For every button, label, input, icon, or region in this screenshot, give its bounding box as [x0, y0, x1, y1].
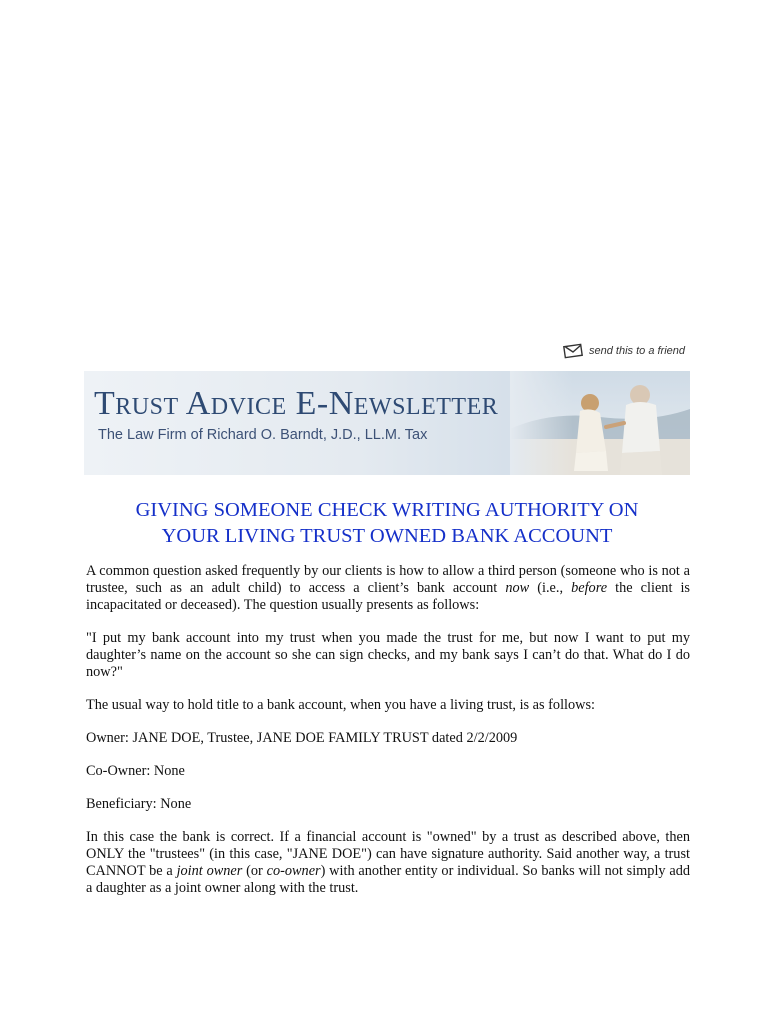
headline-line-1: GIVING SOMEONE CHECK WRITING AUTHORITY ON [135, 499, 639, 521]
paragraph-usual-title: The usual way to hold title to a bank account, when you have a living trust, is as follows: [86, 697, 596, 713]
article-headline [84, 497, 690, 549]
send-to-friend-link[interactable] [563, 343, 685, 359]
headline-line-2: YOUR LIVING TRUST OWNED BANK ACCOUNT [161, 525, 613, 547]
banner-title: Trust Advice E-Newsletter [94, 385, 499, 422]
paragraph-explanation: In this case the bank is correct. If a financial account is "owned" by a trust as described above, then ONLY the "trustees" (in this case, "JANE DOE") can have signature authority. Said another way, a trust CANNOT be a joint owner (or co-owner) with another entity or individual. So banks will not simply add a daughter as a joint owner along with the trust. [86, 829, 691, 896]
paragraph-beneficiary: Beneficiary: None [86, 796, 192, 812]
banner-subtitle: The Law Firm of Richard O. Barndt, J.D., LL.M. Tax [98, 427, 428, 443]
paragraph-intro: A common question asked frequently by our clients is how to allow a third person (someone who is not a trustee, such as an adult child) to access a client’s bank account now (i.e., before the client is incapacitated or deceased). The question usually presents as follows: [86, 563, 691, 613]
paragraph-owner: Owner: JANE DOE, Trustee, JANE DOE FAMILY TRUST dated 2/2/2009 [86, 730, 518, 746]
paragraph-client-quote: "I put my bank account into my trust when you made the trust for me, but now I want to put my daughter’s name on the account so she can sign checks, and my bank says I can’t do that. What do I do now?" [86, 630, 690, 680]
article-body [86, 563, 690, 913]
send-to-friend-label: send this to a friend [589, 345, 686, 357]
paragraph-co-owner: Co-Owner: None [86, 763, 185, 779]
couple-photo [510, 371, 690, 475]
envelope-icon [563, 343, 585, 359]
newsletter-banner [84, 371, 690, 475]
